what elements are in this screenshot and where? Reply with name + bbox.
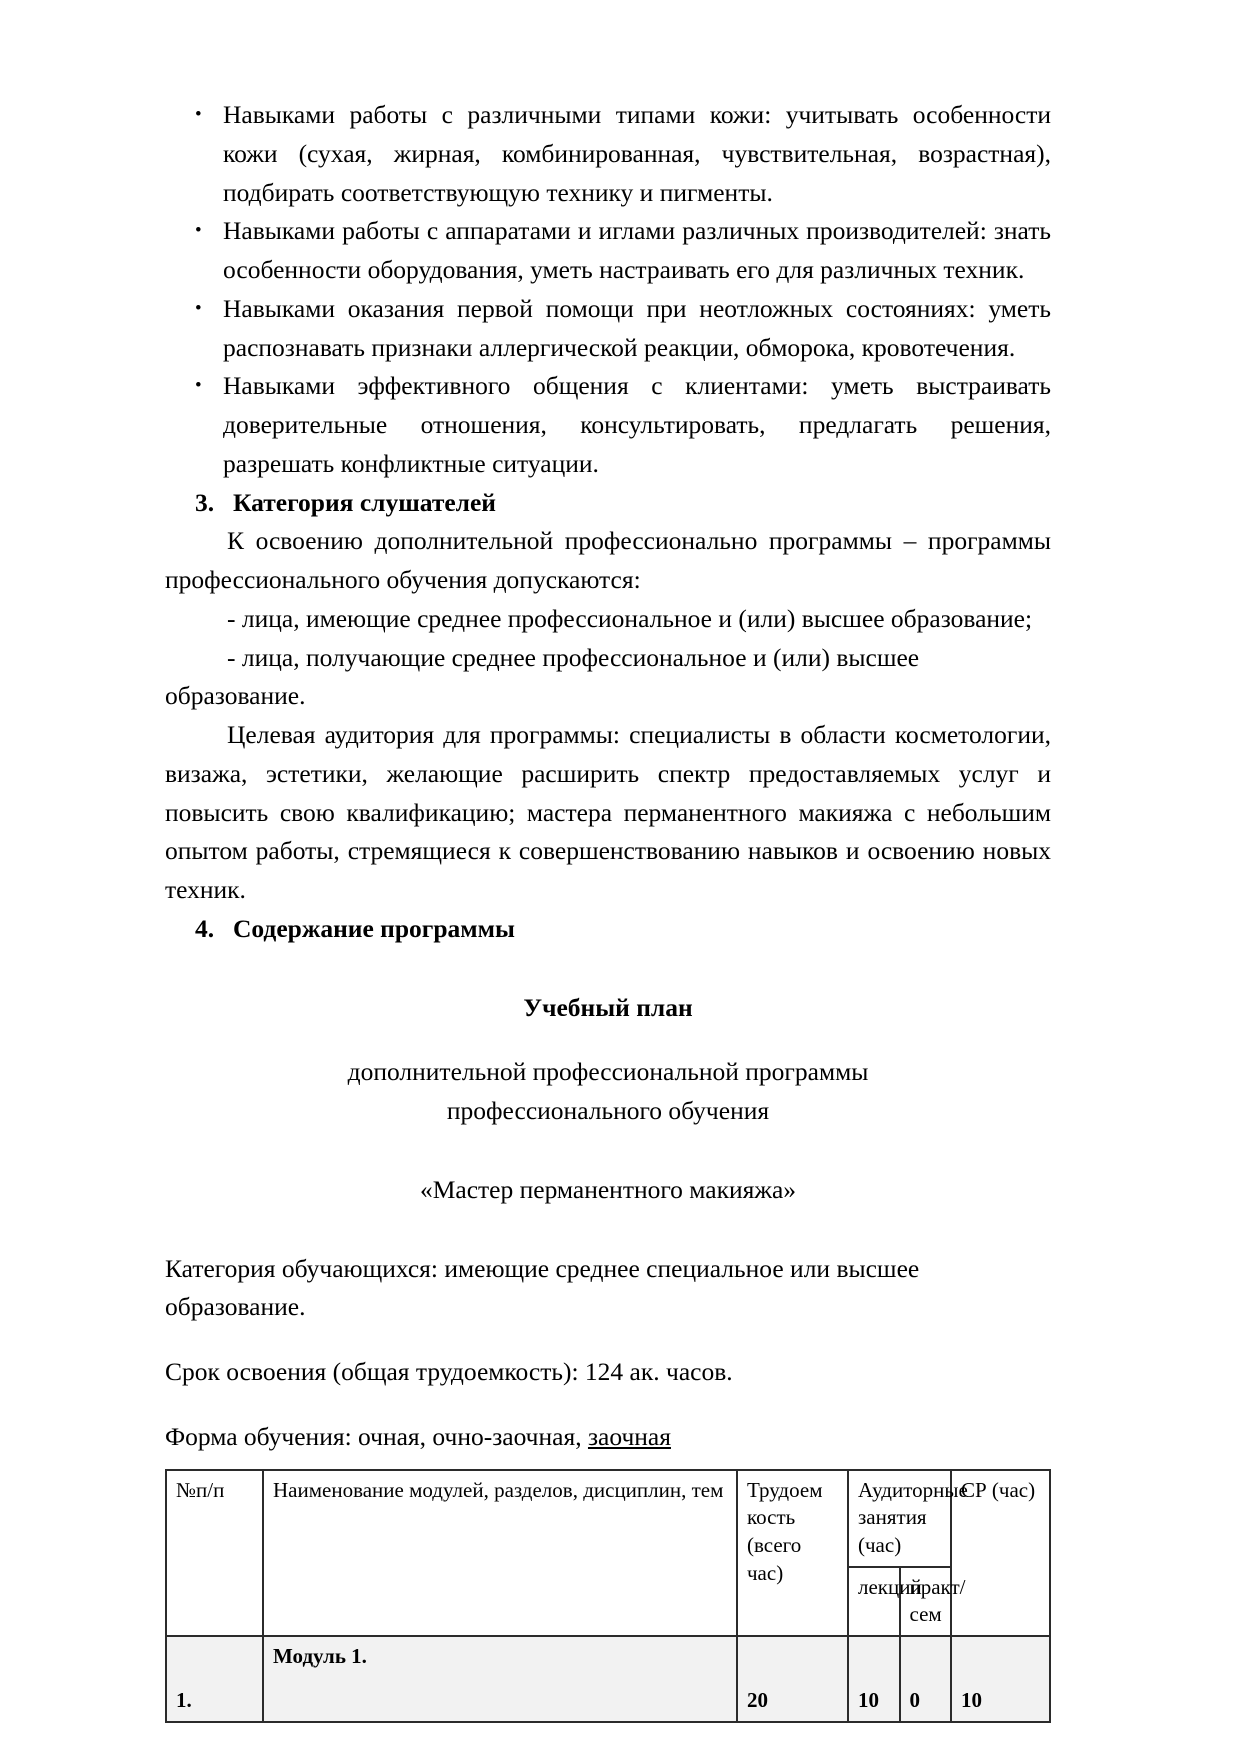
plan-subtitle-line-1: дополнительной профессиональной программы xyxy=(347,1057,869,1087)
cell-sr: 10 xyxy=(951,1636,1050,1722)
section-title: Категория слушателей xyxy=(233,487,496,517)
header-cell-auditorn: Аудиторные занятия (час) xyxy=(848,1470,951,1567)
spacer xyxy=(165,949,1051,989)
list-item xyxy=(165,367,1051,483)
section3-intro: К освоению дополнительной профессионально программы – программы профессионального обучения допускаются: xyxy=(165,526,1051,594)
list-item xyxy=(165,290,1051,368)
duration-line: Срок освоения (общая трудоемкость): 124 ак. часов. xyxy=(165,1357,733,1386)
section-number: 3. xyxy=(195,487,215,517)
admission-item-1: - лица, имеющие среднее профессиональное и (или) высшее образование; xyxy=(227,603,1033,633)
header-cell-np: №п/п xyxy=(166,1470,263,1637)
curriculum-table xyxy=(165,1469,1051,1724)
list-item xyxy=(165,212,1051,290)
skill-text: Навыками эффективного общения с клиентами: уметь выстраивать доверительные отношения, консультировать, предлагать решения, разрешать конфликтные ситуации. xyxy=(223,371,1051,478)
skill-text: Навыками оказания первой помощи при неотложных состояниях: уметь распознавать признаки аллергической реакции, обморока, кровотечения. xyxy=(223,293,1051,362)
section-heading-4 xyxy=(165,910,1051,949)
study-form-underlined: заочная xyxy=(587,1421,671,1451)
target-audience-paragraph: Целевая аудитория для программы: специалисты в области косметологии, визажа, эстетики, желающие расширить спектр предоставляемых услуг и повысить свою квалификацию; мастера перманентного макияжа с небольшим опытом работы, стремящиеся к совершенствованию навыков и освоению новых техник. xyxy=(165,720,1051,904)
program-title: «Мастер перманентного макияжа» xyxy=(419,1174,797,1204)
spacer xyxy=(165,1131,1051,1171)
header-cell-name: Наименование модулей, разделов, дисциплин, тем xyxy=(263,1470,737,1637)
skill-text: Навыками работы с различными типами кожи: учитывать особенности кожи (сухая, жирная, комбинированная, чувствительная, возрастная), подбирать соответствующую технику и пигменты. xyxy=(223,100,1051,207)
spacer xyxy=(165,1392,1051,1418)
header-cell-prakt: практ/ сем xyxy=(900,1567,952,1636)
table-row xyxy=(166,1636,1050,1722)
plan-heading: Учебный план xyxy=(523,992,693,1022)
student-category-line: Категория обучающихся: имеющие среднее специальное или высшее образование. xyxy=(165,1253,920,1322)
list-item xyxy=(165,96,1051,212)
skills-list xyxy=(165,96,1051,484)
study-form-line xyxy=(165,1418,1051,1457)
document-body xyxy=(165,96,1051,1723)
header-cell-trudoemkost: Трудоем кость (всего час) xyxy=(737,1470,848,1637)
cell-prakt: 0 xyxy=(900,1636,952,1722)
cell-name: Модуль 1. xyxy=(263,1636,737,1722)
section-heading-3 xyxy=(165,484,1051,523)
spacer xyxy=(165,1210,1051,1250)
header-cell-lekcii: лекций xyxy=(848,1567,900,1636)
cell-np: 1. xyxy=(166,1636,263,1722)
table-header-row xyxy=(166,1470,1050,1567)
section-number: 4. xyxy=(195,913,215,943)
plan-subtitle-line-2: профессионального обучения xyxy=(446,1096,770,1125)
header-cell-sr: СР (час) xyxy=(951,1470,1050,1637)
spacer xyxy=(165,1327,1051,1353)
admission-item-2: - лица, получающие среднее профессиональное и (или) высшее образование. xyxy=(165,642,920,711)
cell-trudoemkost: 20 xyxy=(737,1636,848,1722)
skill-text: Навыками работы с аппаратами и иглами различных производителей: знать особенности оборудования, уметь настраивать его для различных техник. xyxy=(223,216,1051,284)
spacer xyxy=(165,1027,1051,1053)
study-form-prefix: Форма обучения: очная, очно-заочная, xyxy=(165,1421,588,1451)
cell-lekcii: 10 xyxy=(848,1636,900,1722)
section-title: Содержание программы xyxy=(233,913,515,943)
